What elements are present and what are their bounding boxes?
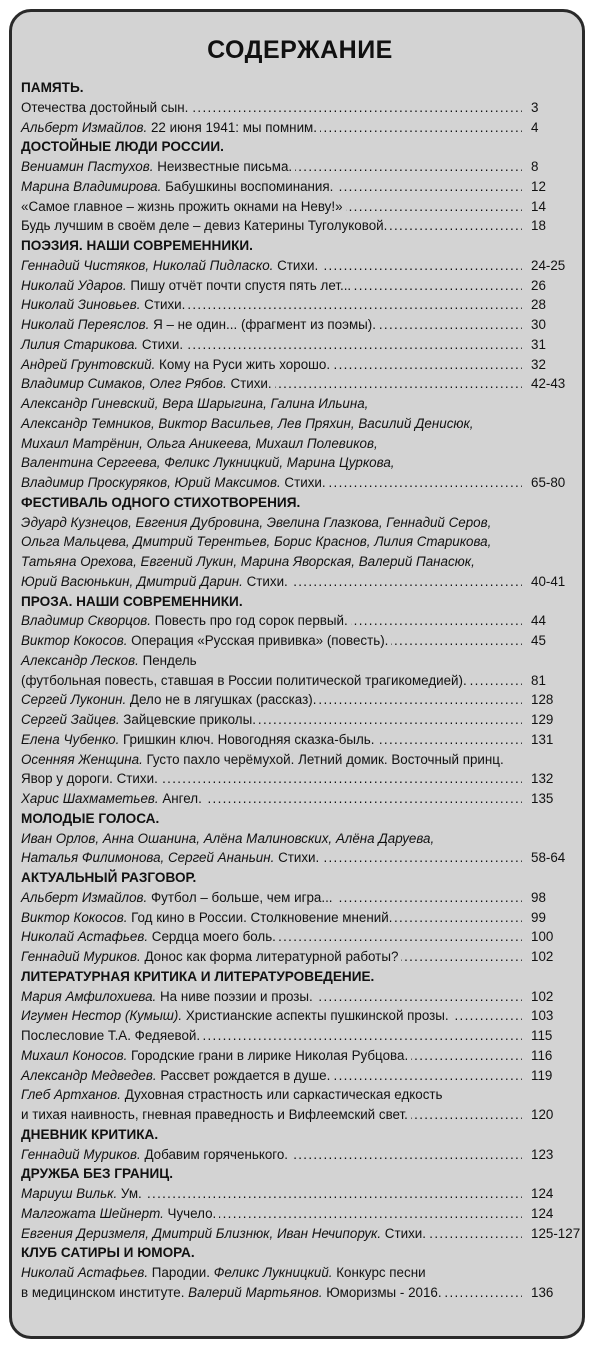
page-number: 44 bbox=[528, 611, 546, 631]
toc-entry bbox=[21, 216, 558, 236]
entry-author: Геннадий Муриков. bbox=[21, 1146, 141, 1162]
toc-entry bbox=[21, 453, 558, 473]
entry-text bbox=[21, 475, 329, 490]
entry-text bbox=[21, 910, 395, 925]
entry-author: Владимир Проскуряков, Юрий Максимов. bbox=[21, 475, 281, 490]
section-heading bbox=[21, 868, 558, 888]
entry-author: Ольга Мальцева, Дмитрий Терентьев, Борис Краснов, Лилия Старикова, bbox=[21, 534, 492, 550]
page-number: 65-80 bbox=[528, 473, 565, 493]
toc-entry bbox=[21, 710, 558, 730]
entry-title: Пишу отчёт почти спустя пять лет... bbox=[126, 277, 352, 293]
entry-title: Духовная страстность или саркастическая едкость bbox=[121, 1087, 443, 1103]
toc-entry bbox=[21, 197, 558, 217]
toc-entry bbox=[21, 1204, 558, 1224]
entry-title: Добавим горяченького. bbox=[140, 1146, 289, 1162]
page-number: 124 bbox=[528, 1184, 553, 1204]
toc-entry bbox=[21, 394, 558, 414]
entry-author: Александр Медведев. bbox=[21, 1067, 157, 1083]
entry-text bbox=[21, 376, 275, 391]
toc-entry bbox=[21, 671, 558, 691]
entry-title: Стихи. bbox=[242, 573, 288, 589]
entry-author: Михаил Коносов. bbox=[21, 1047, 128, 1063]
section-heading bbox=[21, 1164, 558, 1184]
entry-title: Пародии. bbox=[148, 1265, 214, 1280]
section-heading bbox=[21, 967, 558, 987]
entry-author: Николай Астафьев. bbox=[21, 1265, 149, 1280]
page-number: 26 bbox=[528, 276, 546, 296]
page-number: 116 bbox=[528, 1046, 552, 1066]
entry-author: Николай Переяслов. bbox=[21, 317, 150, 332]
toc-entry bbox=[21, 276, 558, 296]
toc-entry bbox=[21, 1006, 558, 1026]
entry-title: Донос как форма литературной работы? bbox=[140, 949, 399, 964]
entry-title: Густо пахло черёмухой. Летний домик. Восточный принц. bbox=[142, 751, 504, 767]
toc-entry bbox=[21, 611, 558, 631]
entry-title: Кому на Руси жить хорошо. bbox=[155, 356, 331, 372]
entry-title: На ниве поэзии и прозы. bbox=[156, 988, 313, 1004]
entry-text bbox=[21, 179, 336, 194]
toc-entry bbox=[21, 769, 558, 789]
entry-author: Александр Темников, Виктор Васильев, Лев Пряхин, Василий Денисюк, bbox=[21, 415, 474, 431]
entry-title: Конкурс песни bbox=[332, 1265, 426, 1280]
entry-text bbox=[21, 1087, 446, 1102]
entry-author: Николай Астафьев. bbox=[21, 929, 149, 945]
toc-entry bbox=[21, 927, 558, 947]
toc-entry bbox=[21, 750, 558, 770]
entry-author: Феликс Лукницкий. bbox=[213, 1265, 333, 1280]
entry-author: Геннадий Муриков. bbox=[21, 949, 141, 964]
entry-author: Юрий Васюнькин, Дмитрий Дарин. bbox=[21, 573, 243, 589]
toc-entry bbox=[21, 1026, 558, 1046]
entry-text bbox=[21, 850, 322, 865]
entry-text bbox=[21, 1068, 333, 1083]
entry-text bbox=[21, 218, 390, 233]
entry-author: Глеб Артханов. bbox=[21, 1087, 121, 1103]
toc-entry bbox=[21, 1224, 581, 1244]
entry-title: Стихи. bbox=[381, 1225, 426, 1241]
page-number: 45 bbox=[528, 631, 546, 651]
entry-text bbox=[21, 100, 191, 115]
toc-entry bbox=[21, 947, 558, 967]
entry-text bbox=[21, 396, 371, 411]
toc-entry bbox=[21, 572, 566, 592]
entry-title: Будь лучшим в своём деле – девиз Катерины Туголуковой. bbox=[21, 218, 388, 234]
page-number: 136 bbox=[528, 1283, 553, 1303]
section-heading-text: ПОЭЗИЯ. НАШИ СОВРЕМЕННИКИ. bbox=[21, 238, 256, 253]
entry-text bbox=[21, 692, 319, 707]
entry-title: Стихи. bbox=[226, 376, 272, 392]
entry-title: в медицинском институте. bbox=[21, 1284, 189, 1300]
section-heading-text: ЛИТЕРАТУРНАЯ КРИТИКА И ЛИТЕРАТУРОВЕДЕНИЕ. bbox=[21, 969, 377, 984]
page-number: 100 bbox=[528, 927, 553, 947]
toc-entry bbox=[21, 888, 558, 908]
entry-title: Бабушкины воспоминания. bbox=[161, 178, 334, 194]
entry-text bbox=[21, 771, 161, 786]
entry-text bbox=[21, 515, 494, 530]
entry-title: Неизвестные письма. bbox=[153, 159, 293, 174]
entry-author: Эдуард Кузнецов, Евгения Дубровина, Эвелина Глазкова, Геннадий Серов, bbox=[21, 514, 492, 530]
toc-entry bbox=[21, 473, 566, 493]
entry-text bbox=[21, 1265, 429, 1280]
entry-title: Стихи. bbox=[280, 475, 326, 490]
entry-author: Вениамин Пастухов. bbox=[21, 159, 154, 174]
entry-text bbox=[21, 554, 478, 569]
page-number: 18 bbox=[528, 216, 546, 236]
toc-entry bbox=[21, 98, 558, 118]
section-heading bbox=[21, 236, 558, 256]
toc-entry bbox=[21, 1105, 558, 1125]
entry-author: Малгожата Шейнерт. bbox=[21, 1205, 164, 1221]
entry-text bbox=[21, 455, 398, 470]
entry-text bbox=[21, 199, 346, 214]
page-number: 128 bbox=[528, 690, 553, 710]
entry-text bbox=[21, 1028, 203, 1043]
entry-text bbox=[21, 653, 200, 668]
entry-text bbox=[21, 890, 336, 905]
entry-title: Стихи. bbox=[138, 336, 184, 352]
entry-title: Стихи. bbox=[273, 257, 319, 273]
toc-entry bbox=[21, 374, 566, 394]
section-heading bbox=[21, 1125, 558, 1145]
entry-author: Мария Амфилохиева. bbox=[21, 988, 157, 1004]
entry-text bbox=[21, 1206, 219, 1221]
entry-text bbox=[21, 357, 333, 372]
toc-entry bbox=[21, 1263, 558, 1283]
section-heading bbox=[21, 493, 558, 513]
entry-author: Валентина Сергеева, Феликс Лукницкий, Марина Цуркова, bbox=[21, 455, 395, 471]
entry-title: Я – не один... (фрагмент из поэмы). bbox=[149, 317, 376, 332]
page-number: 30 bbox=[528, 315, 546, 335]
entry-author: Михаил Матрёнин, Ольга Аникеева, Михаил Полевиков, bbox=[21, 435, 378, 451]
entry-title: «Самое главное – жизнь прожить окнами на Неву!» bbox=[21, 198, 343, 214]
entry-text bbox=[21, 989, 316, 1004]
entry-author: Геннадий Чистяков, Николай Пидласко. bbox=[21, 257, 274, 273]
entry-author: Николай Зиновьев. bbox=[21, 297, 141, 313]
section-heading-text: КЛУБ САТИРЫ И ЮМОРА. bbox=[21, 1245, 198, 1260]
page-number: 124 bbox=[528, 1204, 553, 1224]
entry-text bbox=[21, 574, 291, 589]
entry-title: Повесть про год сорок первый. bbox=[150, 613, 348, 629]
entry-title: Пендель bbox=[138, 652, 197, 668]
entry-title: Стихи. bbox=[274, 850, 320, 866]
toc-entry bbox=[21, 1283, 558, 1303]
entry-title: Операция «Русская прививка» (повесть). bbox=[127, 633, 389, 648]
toc-entry bbox=[21, 651, 558, 671]
entry-text bbox=[21, 337, 186, 352]
entry-text bbox=[21, 317, 379, 332]
entry-title: Юморизмы - 2016. bbox=[322, 1284, 442, 1300]
entry-author: Евгения Деризмеля, Дмитрий Близнюк, Иван Нечипорук. bbox=[21, 1225, 382, 1241]
page-number: 81 bbox=[528, 671, 546, 691]
toc-entry bbox=[21, 256, 566, 276]
entry-title: Рассвет рождается в душе. bbox=[156, 1067, 331, 1083]
page-number: 119 bbox=[528, 1066, 552, 1086]
page-number: 32 bbox=[528, 355, 546, 375]
entry-author: Андрей Грунтовский. bbox=[21, 356, 156, 372]
toc-entry bbox=[21, 690, 558, 710]
entry-author: Татьяна Орехова, Евгений Лукин, Марина Яворская, Валерий Панасюк, bbox=[21, 554, 475, 569]
page-number: 31 bbox=[528, 335, 546, 355]
entry-text bbox=[21, 673, 470, 688]
section-heading-text: ПАМЯТЬ. bbox=[21, 80, 87, 95]
toc-entry bbox=[21, 157, 558, 177]
toc-entry bbox=[21, 414, 558, 434]
page-number: 129 bbox=[528, 710, 553, 730]
entry-title: Явор у дороги. Стихи. bbox=[21, 771, 158, 787]
entry-author: Елена Чубенко. bbox=[21, 731, 120, 747]
page-title: СОДЕРЖАНИЕ bbox=[207, 36, 393, 64]
section-heading-text: АКТУАЛЬНЫЙ РАЗГОВОР. bbox=[21, 870, 199, 885]
entry-author: Сергей Зайцев. bbox=[21, 712, 120, 727]
section-heading bbox=[21, 592, 558, 612]
entry-author: Иван Орлов, Анна Ошанина, Алёна Малиновских, Алёна Даруева, bbox=[21, 830, 435, 846]
entry-author: Валерий Мартьянов. bbox=[188, 1284, 323, 1300]
entry-text bbox=[21, 436, 381, 451]
entry-title: Ум. bbox=[117, 1186, 142, 1201]
toc-entry bbox=[21, 1066, 558, 1086]
section-heading-text: ФЕСТИВАЛЬ ОДНОГО СТИХОТВОРЕНИЯ. bbox=[21, 495, 303, 510]
toc-entry bbox=[21, 513, 558, 533]
entry-text bbox=[21, 831, 437, 846]
entry-text bbox=[21, 791, 205, 806]
page-number: 125-127 bbox=[528, 1224, 580, 1244]
section-heading-text: ДОСТОЙНЫЕ ЛЮДИ РОССИИ. bbox=[21, 139, 227, 154]
toc-entry bbox=[21, 335, 558, 355]
entry-text bbox=[21, 712, 259, 727]
page-number: 8 bbox=[528, 157, 538, 177]
toc-entry bbox=[21, 1046, 558, 1066]
entry-author: Альберт Измайлов. bbox=[21, 889, 148, 905]
entry-author: Виктор Кокосов. bbox=[21, 909, 128, 925]
entry-text bbox=[21, 416, 477, 431]
entry-text bbox=[21, 1226, 429, 1241]
page-number: 102 bbox=[528, 947, 553, 967]
entry-title: Христианские аспекты пушкинской прозы. bbox=[182, 1008, 449, 1024]
toc-entry bbox=[21, 848, 566, 868]
entry-title: (футбольная повесть, ставшая в России политической трагикомедией). bbox=[21, 672, 467, 688]
section-heading-text: ДНЕВНИК КРИТИКА. bbox=[21, 1127, 161, 1142]
toc-entry bbox=[21, 1184, 558, 1204]
toc-entry bbox=[21, 987, 558, 1007]
page-number: 58-64 bbox=[528, 848, 565, 868]
toc-entry bbox=[21, 908, 558, 928]
page-number: 14 bbox=[528, 197, 546, 217]
page-number: 120 bbox=[528, 1105, 553, 1125]
page-number: 103 bbox=[528, 1006, 553, 1026]
entry-title: Зайцевские приколы. bbox=[119, 712, 256, 727]
entry-title: 22 июня 1941: мы помним. bbox=[147, 119, 317, 135]
entry-text bbox=[21, 613, 351, 628]
toc-entry bbox=[21, 1085, 558, 1105]
entry-author: Сергей Луконин. bbox=[21, 692, 127, 708]
toc-entry bbox=[21, 434, 558, 454]
entry-text bbox=[21, 297, 188, 312]
section-heading bbox=[21, 809, 558, 829]
table-of-contents bbox=[21, 78, 581, 1303]
page-number: 28 bbox=[528, 295, 546, 315]
section-heading-text: МОЛОДЫЕ ГОЛОСА. bbox=[21, 811, 162, 826]
entry-text bbox=[21, 1048, 411, 1063]
page-number: 12 bbox=[528, 177, 546, 197]
section-heading bbox=[21, 1243, 558, 1263]
page-number: 99 bbox=[528, 908, 546, 928]
page-number: 42-43 bbox=[528, 374, 565, 394]
entry-author: Наталья Филимонова, Сергей Ананьин. bbox=[21, 850, 275, 866]
entry-text bbox=[21, 1285, 445, 1300]
entry-author: Виктор Кокосов. bbox=[21, 633, 128, 648]
entry-text bbox=[21, 752, 507, 767]
page-number: 135 bbox=[528, 789, 553, 809]
toc-entry bbox=[21, 631, 558, 651]
entry-title: и тихая наивность, гневная праведность и Вифлеемский свет. bbox=[21, 1107, 408, 1122]
entry-author: Владимир Скворцов. bbox=[21, 613, 151, 629]
toc-entry bbox=[21, 552, 558, 572]
entry-text bbox=[21, 1147, 291, 1162]
page-number: 132 bbox=[528, 769, 553, 789]
page-number: 3 bbox=[528, 98, 538, 118]
entry-title: Отечества достойный сын. bbox=[21, 99, 189, 115]
entry-author: Александр Гиневский, Вера Шарыгина, Галина Ильина, bbox=[21, 396, 369, 411]
page-number: 98 bbox=[528, 888, 546, 908]
entry-text bbox=[21, 1107, 411, 1122]
page-number: 40-41 bbox=[528, 572, 565, 592]
entry-title: Гришкин ключ. Новогодняя сказка-быль. bbox=[119, 731, 375, 747]
page-number: 123 bbox=[528, 1145, 553, 1165]
toc-entry bbox=[21, 118, 558, 138]
toc-entry bbox=[21, 295, 558, 315]
toc-entry bbox=[21, 532, 558, 552]
entry-author: Владимир Симаков, Олег Рябов. bbox=[21, 376, 227, 392]
entry-title: Послесловие Т.А. Федяевой. bbox=[21, 1028, 201, 1043]
page-number: 4 bbox=[528, 118, 538, 138]
entry-text bbox=[21, 120, 320, 135]
section-heading-text: ДРУЖБА БЕЗ ГРАНИЦ. bbox=[21, 1166, 176, 1181]
entry-text bbox=[21, 278, 354, 293]
entry-text bbox=[21, 159, 295, 174]
entry-text bbox=[21, 534, 494, 549]
entry-text bbox=[21, 1186, 145, 1201]
entry-author: Лилия Старикова. bbox=[21, 336, 139, 352]
entry-text bbox=[21, 949, 401, 964]
toc-entry bbox=[21, 789, 558, 809]
entry-author: Альберт Измайлов. bbox=[21, 119, 148, 135]
section-heading bbox=[21, 78, 558, 98]
entry-text bbox=[21, 1008, 452, 1023]
entry-title: Год кино в России. Столкновение мнений. bbox=[127, 909, 393, 925]
page-number: 102 bbox=[528, 987, 553, 1007]
entry-author: Игумен Нестор (Кумыш). bbox=[21, 1008, 183, 1024]
toc-entry bbox=[21, 1145, 558, 1165]
toc-entry bbox=[21, 829, 558, 849]
entry-title: Городские грани в лирике Николая Рубцова. bbox=[127, 1047, 409, 1063]
toc-entry bbox=[21, 315, 558, 335]
entry-title: Чучело. bbox=[163, 1205, 217, 1221]
page-number: 24-25 bbox=[528, 256, 565, 276]
entry-title: Сердца моего боль. bbox=[148, 929, 276, 945]
entry-text bbox=[21, 929, 279, 944]
entry-title: Дело не в лягушках (рассказ). bbox=[126, 692, 317, 708]
page-number: 115 bbox=[528, 1026, 552, 1046]
entry-title: Ангел. bbox=[158, 791, 202, 806]
entry-author: Александр Лесков. bbox=[21, 652, 139, 668]
entry-title: Футбол – больше, чем игра... bbox=[147, 889, 333, 905]
entry-author: Марина Владимирова. bbox=[21, 178, 162, 194]
entry-author: Осенняя Женщина. bbox=[21, 751, 143, 767]
entry-author: Николай Ударов. bbox=[21, 277, 127, 293]
entry-text bbox=[21, 732, 378, 747]
entry-text bbox=[21, 633, 391, 648]
toc-entry bbox=[21, 355, 558, 375]
entry-author: Харис Шахмаметьев. bbox=[21, 791, 159, 806]
toc-entry bbox=[21, 177, 558, 197]
entry-text bbox=[21, 258, 321, 273]
toc-entry bbox=[21, 730, 558, 750]
page-number: 131 bbox=[528, 730, 553, 750]
entry-title: Стихи. bbox=[140, 297, 186, 313]
section-heading bbox=[21, 137, 558, 157]
section-heading-text: ПРОЗА. НАШИ СОВРЕМЕННИКИ. bbox=[21, 594, 246, 609]
entry-author: Мариуш Вильк. bbox=[21, 1186, 118, 1201]
